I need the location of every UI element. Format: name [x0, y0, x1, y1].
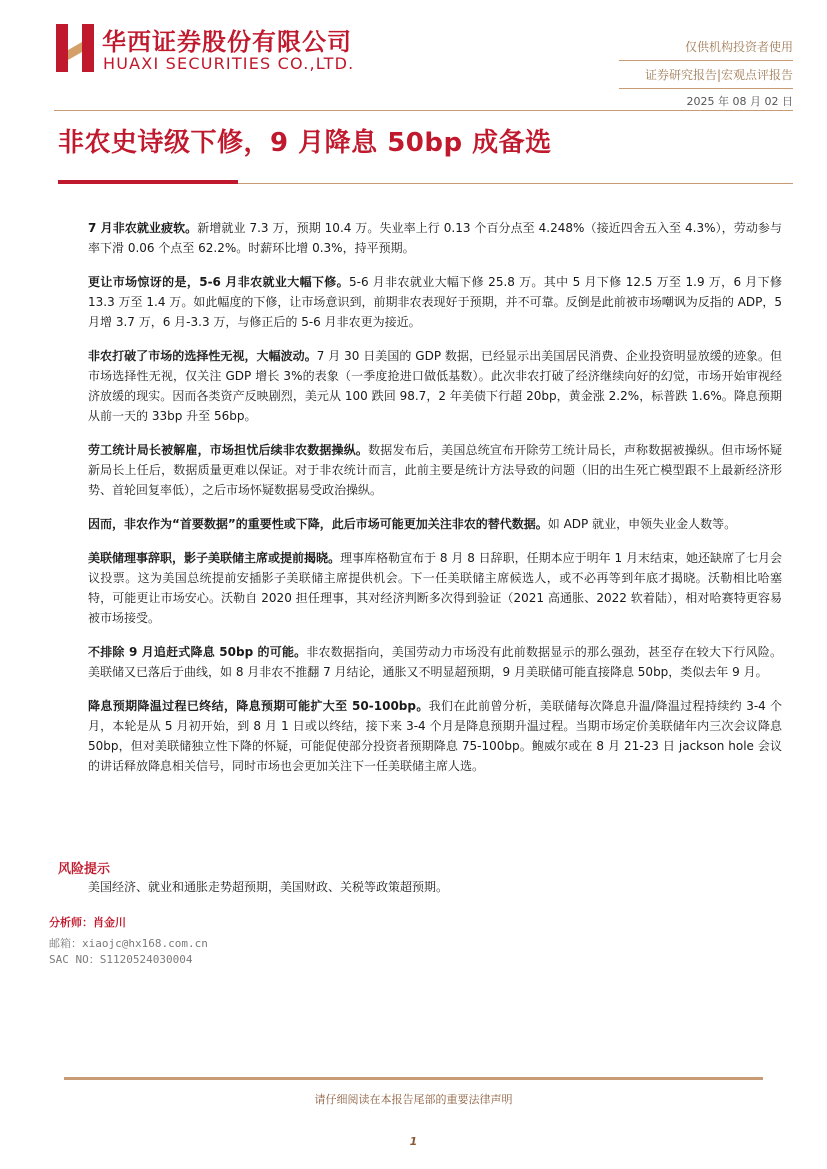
paragraph-lead: 非农打破了市场的选择性无视，大幅波动。 — [88, 349, 317, 363]
paragraph-text: 新增就业 7.3 万，预期 10.4 万。失业率上行 0.13 个百分点至 4.248%（接近四舍五入至 4.3%），劳动参与率下滑 0.06 个点至 62.2%。时薪环比增 0.3%，持平预期。 — [88, 221, 782, 255]
paragraph — [88, 514, 782, 534]
paragraph-text: 5-6 月非农就业大幅下修 25.8 万。其中 5 月下修 12.5 万至 1.9 万，6 月下修 13.3 万至 1.4 万。如此幅度的下修，让市场意识到，前期非农表现好于预期，并不可靠。反倒是此前被市场嘲讽为反指的 ADP，5 月增 3.7 万，6 月-3.3 万，与修正后的 5-6 月非农更为接近。 — [88, 275, 782, 329]
paragraph-text: 如 ADP 就业，申领失业金人数等。 — [547, 517, 737, 531]
footer-divider — [64, 1077, 763, 1080]
paragraph-lead: 更让市场惊讶的是，5-6 月非农就业大幅下修。 — [88, 275, 350, 289]
header-divider — [619, 88, 793, 89]
paragraph-lead: 7 月非农就业疲软。 — [88, 221, 198, 235]
report-type: 证券研究报告|宏观点评报告 — [644, 68, 793, 82]
paragraph-lead: 降息预期降温过程已终结，降息预期可能扩大至 50-100bp。 — [88, 699, 429, 713]
analyst-name: 分析师：肖金川 — [49, 916, 126, 929]
paragraph — [88, 548, 782, 628]
report-body — [88, 218, 782, 790]
paragraph-text: 数据发布后，美国总统宣布开除劳工统计局长，声称数据被操纵。但市场怀疑新局长上任后，数据质量更难以保证。对于非农统计而言，此前主要是统计方法导致的问题（旧的出生死亡模型跟不上最新经济形势、首轮回复率低），之后市场怀疑数据易受政治操纵。 — [88, 443, 782, 497]
paragraph-lead: 劳工统计局长被解雇，市场担忧后续非农数据操纵。 — [88, 443, 369, 457]
paragraph-text: 我们在此前曾分析，美联储每次降息升温/降温过程持续约 3-4 个月，本轮是从 5 月初开始，到 8 月 1 日或以终结，接下来 3-4 个月是降息预期升温过程。当期市场定价美联储年内三次会议降息 50bp，但对美联储独立性下降的怀疑，可能促使部分投资者预期降息 75-100bp。鲍威尔或在 8 月 21-23 日 jackson hole 会议的讲话释放降息相关信号，同时市场也会更加关注下一任美联储主席人选。 — [88, 699, 782, 773]
logo-company-name-cn: 华西证券股份有限公司 — [102, 28, 352, 56]
legal-disclaimer-notice: 请仔细阅读在本报告尾部的重要法律声明 — [314, 1093, 513, 1106]
paragraph-text: 理事库格勒宣布于 8 月 8 日辞职，任期本应于明年 1 月末结束，她还缺席了七月会议投票。这为美国总统提前安插影子美联储主席提供机会。下一任美联储主席候选人，或不必再等到年底才揭晓。沃勒相比哈塞特，可能更让市场安心。沃勒自 2020 担任理事，其对经济判断多次得到验证（2021 高通胀、2022 软着陆），相对哈赛特更容易被市场接受。 — [88, 551, 782, 625]
title-underline — [238, 183, 793, 184]
usage-notice: 仅供机构投资者使用 — [684, 40, 793, 54]
report-title: 非农史诗级下修，9 月降息 50bp 成备选 — [58, 128, 552, 158]
title-accent-bar — [58, 180, 238, 184]
paragraph — [88, 218, 782, 258]
header-divider — [619, 60, 793, 61]
company-logo — [54, 20, 354, 76]
huaxi-logo-icon — [54, 20, 96, 76]
paragraph-text: 非农数据指向，美国劳动力市场没有此前数据显示的那么强劲，甚至存在较大下行风险。美联储又已落后于曲线，如 8 月非农不推翻 7 月结论，通胀又不明显超预期，9 月美联储可能直接降息 50bp，类似去年 9 月。 — [88, 645, 782, 679]
risk-heading: 风险提示 — [58, 862, 111, 877]
paragraph-lead: 美联储理事辞职，影子美联储主席或提前揭晓。 — [88, 551, 341, 565]
report-date: 2025 年 08 月 02 日 — [686, 95, 793, 108]
risk-text: 美国经济、就业和通胀走势超预期，美国财政、关税等政策超预期。 — [88, 880, 449, 894]
paragraph-lead: 因而，非农作为“首要数据”的重要性或下降，此后市场可能更加关注非农的替代数据。 — [88, 517, 548, 531]
analyst-sac-number: SAC NO：S1120524030004 — [49, 953, 193, 966]
paragraph — [88, 642, 782, 682]
paragraph-lead: 不排除 9 月追赶式降息 50bp 的可能。 — [88, 645, 307, 659]
logo-company-name-en: HUAXI SECURITIES CO.,LTD. — [103, 54, 355, 73]
paragraph — [88, 440, 782, 500]
paragraph — [88, 272, 782, 332]
paragraph-text: 7 月 30 日美国的 GDP 数据，已经显示出美国居民消费、企业投资明显放缓的迹象。但市场选择性无视，仅关注 GDP 增长 3%的表象（一季度抢进口做低基数）。此次非农打破了经济继续向好的幻觉，市场开始审视经济放缓的现实。因而各类资产反映剧烈，美元从 100 跌回 98.7，2 年美债下行超 20bp，黄金涨 2.2%，标普跌 1.6%。降息预期从前一天的 33bp 升至 56bp。 — [88, 349, 782, 423]
analyst-email: 邮箱：xiaojc@hx168.com.cn — [49, 937, 208, 950]
paragraph — [88, 346, 782, 426]
paragraph — [88, 696, 782, 776]
title-top-divider — [54, 110, 793, 111]
page-number: 1 — [409, 1135, 418, 1148]
